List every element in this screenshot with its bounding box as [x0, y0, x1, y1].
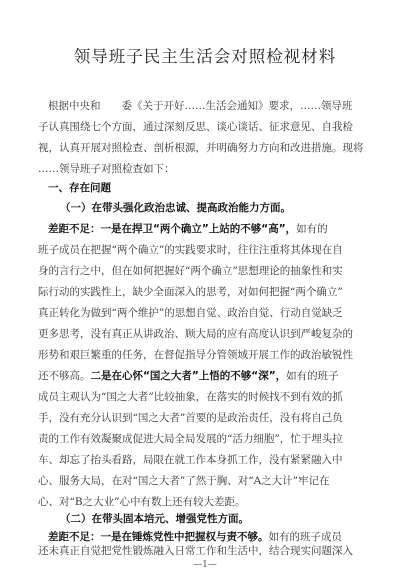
sub1-line: 更多思考，没有真正从讲政治、顾大局的应有高度认识到严峻复杂的 [38, 328, 353, 340]
sub1-mid-line [38, 366, 371, 387]
sub1-line: 班子成员在把握“两个确立”的实践要求时，往往注重将其体现在自 [38, 244, 343, 256]
sub1-line: 身的言行之中，但在如何把握好“两个确立”思想理论的抽象性和实 [38, 265, 343, 277]
sub1-line2: 责的工作有效凝聚成促进大局全局发展的“活力细胞”，忙于埋头拉 [38, 433, 343, 445]
intro-line-4: ……领导班子对照检查如下： [38, 163, 175, 175]
intro-line-3: 视，认真开展对照检查、剖析根源，并明确努力方向和改进措施。现将 [38, 142, 364, 154]
sub1-line: 形势和艰巨繁重的任务，在督促指导分管领域开展工作的政治敏锐性 [38, 349, 353, 361]
sub1-line-end: 还不够高。 [38, 370, 91, 382]
sub1-line2: 心、对“B之大业”心中有数上还有较大差距。 [38, 496, 246, 508]
intro-line-2: 子认真围绕七个方面，通过深刻反思、谈心谈话、征求意见、自我检 [38, 121, 353, 133]
sub2-line: 还未真正自觉把党性锻炼融入日常工作和生活中，结合现实问题深入 [38, 545, 353, 557]
document-title: 领导班子民主生活会对照检视材料 [73, 47, 337, 66]
sub1-line2: 车、却忘了抬头看路，局限在就工作本身抓工作，没有紧紧融入中 [38, 454, 343, 466]
sub1-line: 际行动的实践性上，缺少全面深入的思考，对如何把握“两个确立” [38, 286, 343, 298]
intro-line-1: 根据中央和 委《关于开好……生活会通知》要求，……领导班 [48, 100, 353, 112]
sub1-line2: 心、服务大局，在对“国之大者”了然于胸、对“A之大计”牢记在 [38, 475, 330, 487]
subsection-2-heading: （二）在带头固本培元、增强党性方面。 [60, 513, 249, 525]
sub1-mid-rest: 如有的班子 [286, 370, 339, 382]
sub2-lead-rest: 如有的班子成员 [268, 531, 342, 543]
page-number: —1— [193, 560, 217, 570]
sub2-lead-bold: 差距不足：一是在锤炼党性中把握权与责不够。 [48, 531, 269, 543]
section-1-heading: 一、存在问题 [48, 182, 111, 194]
sub1-lead-rest: 如有的 [296, 223, 328, 235]
sub1-line2: 手，没有充分认识到“国之大者”首要的是政治责任，没有将自己负 [38, 412, 343, 424]
sub1-mid-bold: 二是在心怀“国之大者”上悟的不够“深”， [90, 370, 287, 382]
subsection-1-heading: （一）在带头强化政治忠诚、提高政治能力方面。 [60, 202, 291, 214]
sub1-lead-line [48, 219, 371, 240]
sub1-lead-bold: 差距不足：一是在捍卫“两个确立”上站的不够“高”， [48, 223, 297, 235]
sub1-line2: 成员主观认为“国之大者”比较抽象，在落实的时候找不到有效的抓 [38, 391, 343, 403]
sub1-line: 真正转化为做到“两个维护”的思想自觉、政治自觉、行动自觉缺乏 [38, 307, 343, 319]
